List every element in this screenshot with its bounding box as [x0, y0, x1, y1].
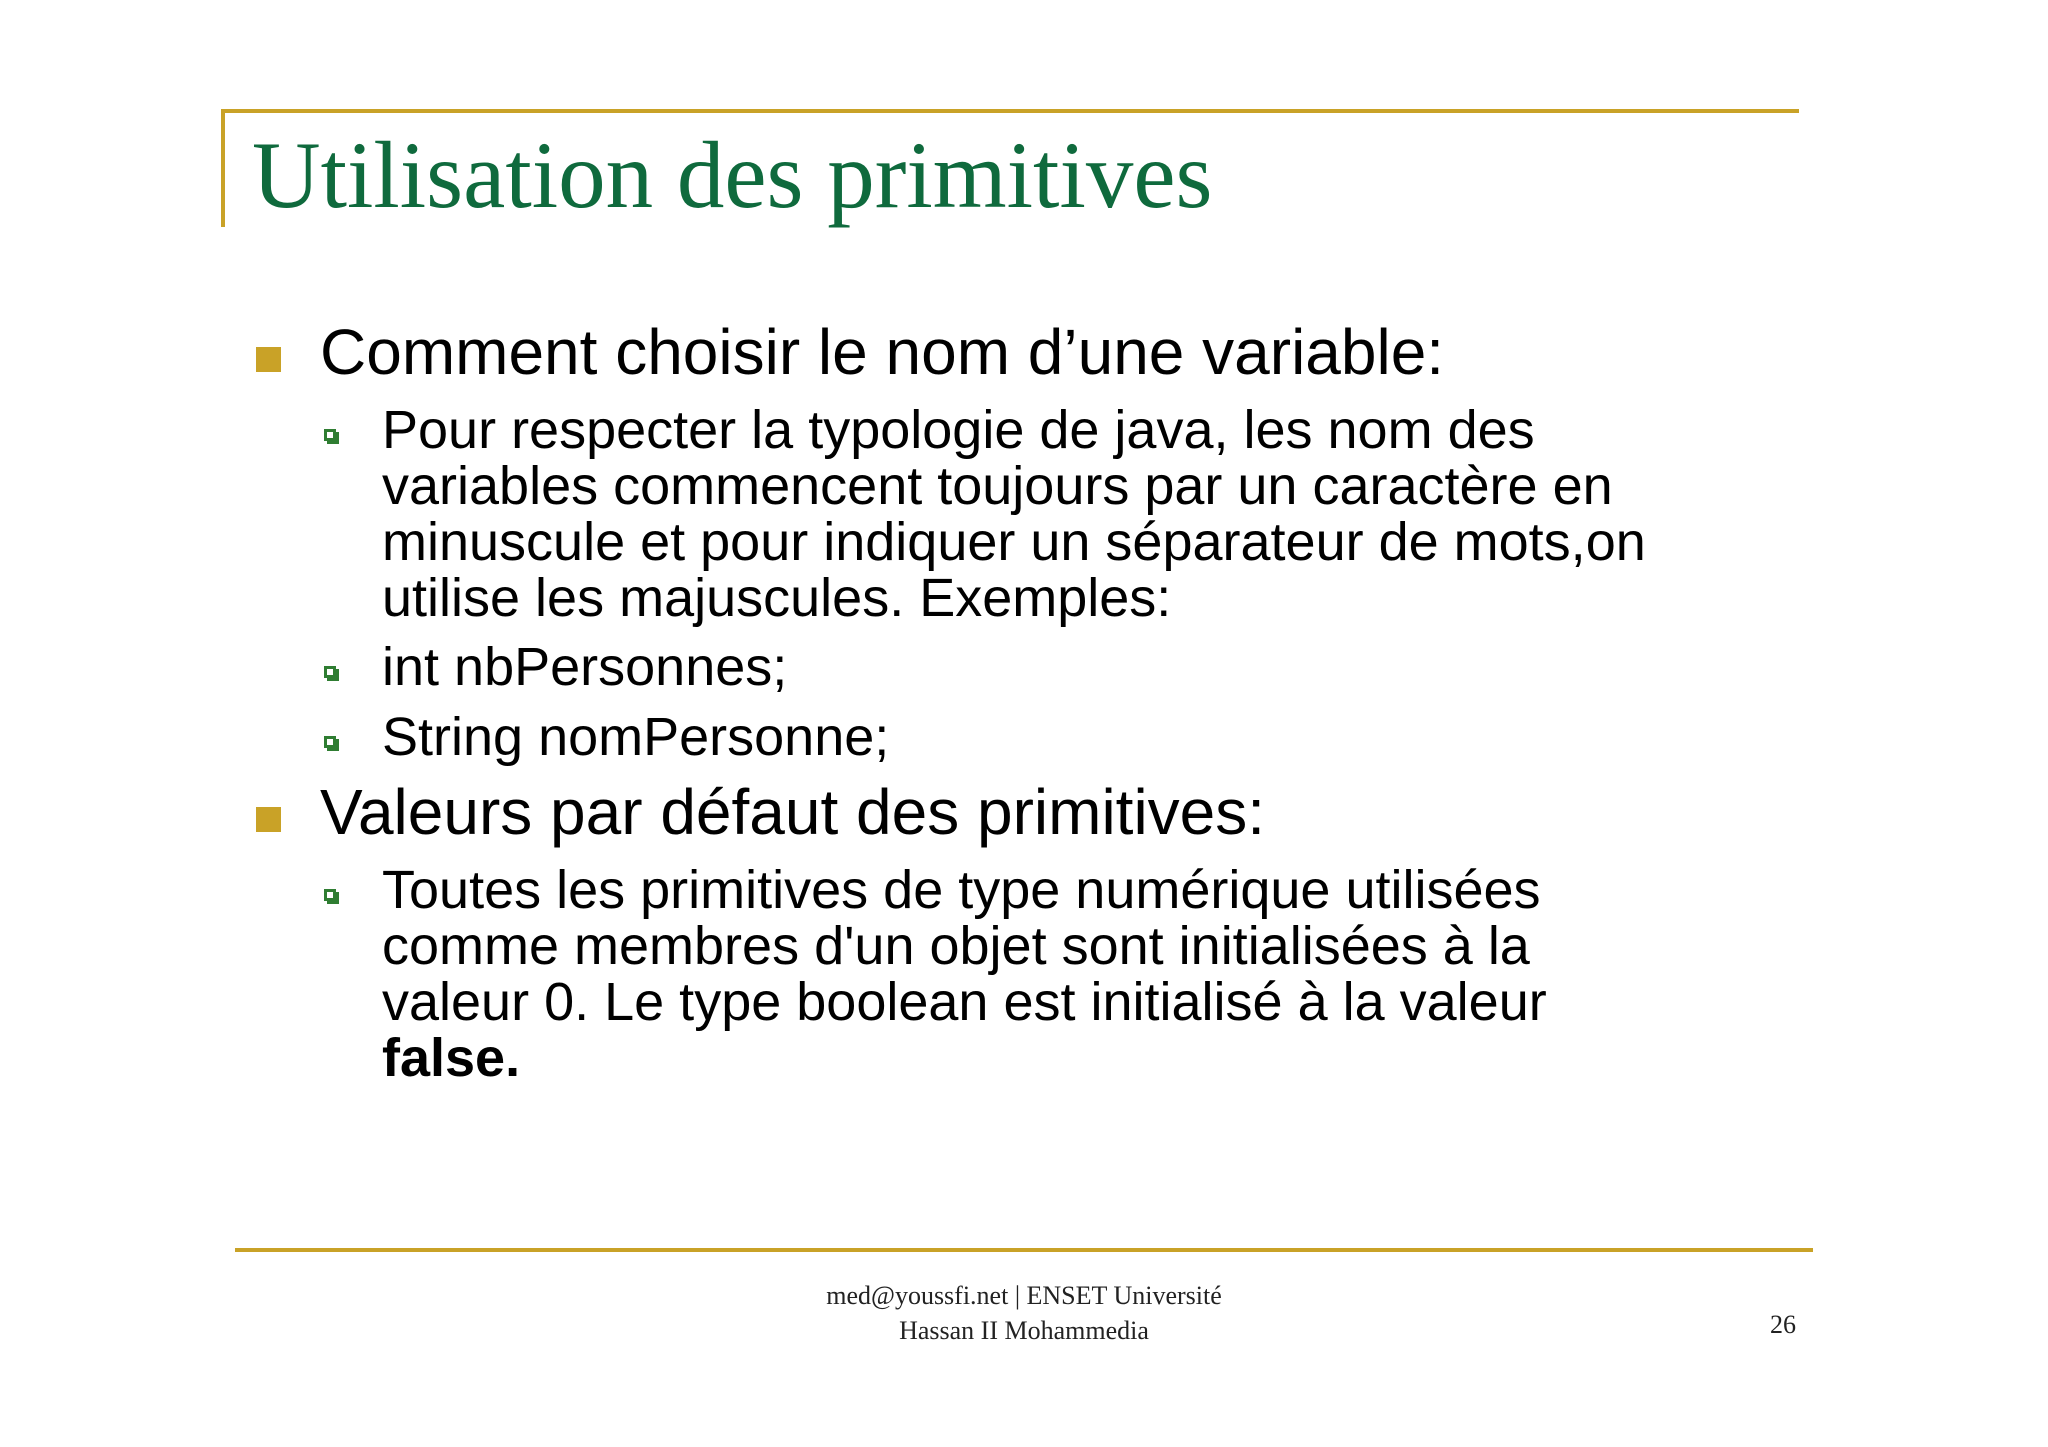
bold-text-line: false. [382, 1028, 521, 1088]
sub-bullet-text [382, 709, 889, 765]
sub-bullet-text [382, 862, 1547, 1086]
text-line: comme membres d'un objet sont initialisées à la [382, 916, 1530, 976]
footer-rule [235, 1248, 1813, 1252]
hollow-square-bullet-icon [324, 666, 336, 678]
page-number: 26 [1770, 1310, 1796, 1339]
text-line: minuscule et pour indiquer un séparateur de mots,on [382, 512, 1646, 572]
footer-line-2: Hassan II Mohammedia [899, 1316, 1149, 1345]
hollow-square-bullet-icon [324, 429, 336, 441]
text-line: Toutes les primitives de type numérique utilisées [382, 860, 1541, 920]
title-rule-top [221, 109, 1799, 113]
text-line: utilise les majuscules. Exemples: [382, 568, 1172, 628]
text-line: valeur 0. Le type boolean est initialisé à la valeur [382, 972, 1547, 1032]
text-line: Pour respecter la typologie de java, les nom des [382, 400, 1535, 460]
hollow-square-bullet-icon [324, 736, 336, 748]
text-line: variables commencent toujours par un caractère en [382, 456, 1613, 516]
footer-line-1: med@youssfi.net | ENSET Université [826, 1281, 1222, 1310]
bullet-text: Comment choisir le nom d’une variable: [320, 316, 1445, 388]
square-bullet-icon [256, 347, 281, 372]
footer-credit [724, 1278, 1324, 1348]
square-bullet-icon [256, 807, 281, 832]
sub-bullet-text [382, 639, 787, 695]
text-line: String nomPersonne; [382, 707, 890, 767]
hollow-square-bullet-icon [324, 889, 336, 901]
slide-title: Utilisation des primitives [252, 122, 1213, 228]
text-line: int nbPersonnes; [382, 637, 788, 697]
bullet-text: Valeurs par défaut des primitives: [320, 776, 1266, 848]
sub-bullet-text [382, 402, 1646, 626]
title-rule-left [221, 109, 225, 227]
